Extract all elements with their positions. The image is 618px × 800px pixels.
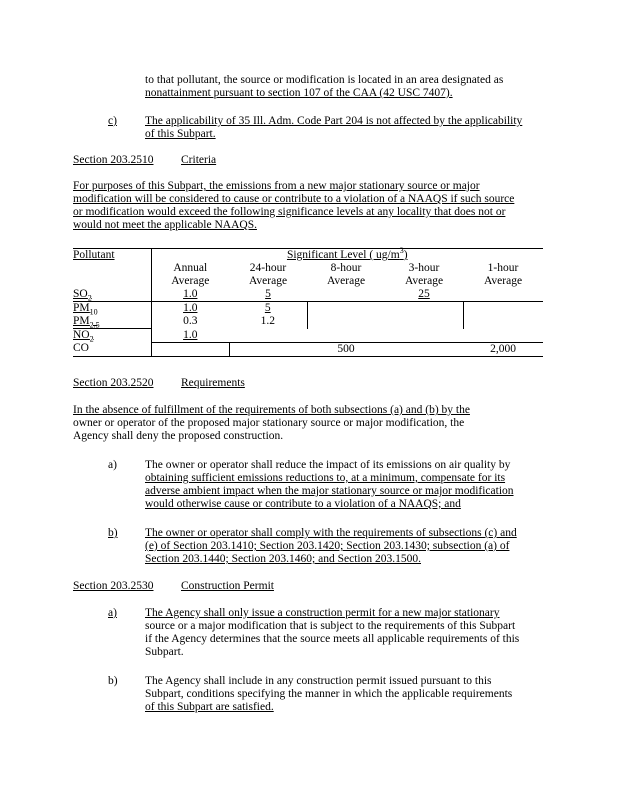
paragraph-line: would not meet the applicable NAAQS. <box>73 219 257 231</box>
item-line: adverse ambient impact when the major stationary source or major modification <box>145 485 514 497</box>
item-line: The Agency shall include in any construction permit issued pursuant to this <box>145 675 492 687</box>
pollutant-pm25: $PM_{2.5}$ <box>73 315 151 329</box>
pollutant-co: CO <box>73 342 151 356</box>
section-2510-title: Criteria <box>181 154 217 166</box>
paragraph-line: owner or operator of the proposed major stationary source or major modification, the <box>73 417 465 429</box>
pollutant-pm10: $PM_{10}$ <box>73 302 151 316</box>
intro-paragraph <box>145 74 503 100</box>
item-line: obtaining sufficient emissions reductions to, at a minimum, compensate for its <box>145 472 506 484</box>
table-row: CO 500 2,000 <box>73 342 543 356</box>
section-2520-item-b-text <box>145 527 517 566</box>
pollutant-header: Pollutant <box>73 249 151 263</box>
section-2520-paragraph <box>73 404 470 443</box>
intro-line: to that pollutant, the source or modification is located in an area designated as <box>145 74 504 86</box>
item-line: The owner or operator shall reduce the impact of its emissions on air quality by <box>145 459 511 471</box>
item-c-line: of this Subpart. <box>145 128 216 140</box>
item-line: source or a major modification that is subject to the requirements of this Subpart <box>145 620 516 632</box>
item-a-label: a) <box>108 607 117 619</box>
pollutant-no2: $NO_2$ <box>73 329 151 343</box>
table-subheader-row <box>73 262 543 275</box>
item-line: Section 203.1440; Section 203.1460; and Section 203.1500. <box>145 553 421 565</box>
item-line: The owner or operator shall comply with the requirements of subsections (c) and <box>145 527 517 539</box>
table-row: $NO_2$ 1.0 <box>73 329 543 343</box>
item-b-label: b) <box>108 527 118 539</box>
paragraph-line: or modification would exceed the following significance levels at any locality that does not or <box>73 206 506 218</box>
item-c-label: c) <box>108 115 117 127</box>
column-header-1-hour: 1-hour <box>487 262 519 274</box>
item-line: The Agency shall only issue a construction permit for a new major stationary <box>145 607 500 619</box>
table-header-row <box>73 249 543 263</box>
significance-levels-table <box>73 248 543 357</box>
section-2520-number: Section 203.2520 <box>73 377 154 389</box>
section-2530-item-b-text <box>145 675 512 714</box>
section-2510-number: Section 203.2510 <box>73 154 154 166</box>
item-line: of this Subpart are satisfied. <box>145 701 274 713</box>
column-header-annual: Annual <box>173 262 208 274</box>
table-row: $SO_2$ 1.0 5 25 <box>73 288 543 302</box>
item-a-label: a) <box>108 459 117 471</box>
section-2520-item-a-text <box>145 459 514 511</box>
item-b-label: b) <box>108 675 118 687</box>
column-header-3-hour: 3-hour <box>408 262 440 274</box>
item-line: Subpart. <box>145 646 184 658</box>
pollutant-so2: $SO_2$ <box>73 288 151 302</box>
item-c-line: The applicability of 35 Ill. Adm. Code Part 204 is not affected by the applicability <box>145 115 523 127</box>
intro-line: nonattainment pursuant to section 107 of the CAA (42 USC 7407). <box>145 87 453 99</box>
paragraph-line: Agency shall deny the proposed construction. <box>73 430 284 442</box>
section-2530-item-a-text <box>145 607 519 659</box>
item-line: if the Agency determines that the source meets all applicable requirements of this <box>145 633 520 645</box>
item-line: (e) of Section 203.1410; Section 203.1420; Section 203.1430; subsection (a) of <box>145 540 510 552</box>
section-2530-title: Construction Permit <box>181 580 274 592</box>
paragraph-line: modification will be considered to cause or contribute to a violation of a NAAQS if such source <box>73 193 515 205</box>
table-row: $PM_{2.5}$ 0.3 1.2 <box>73 315 543 329</box>
section-2510-paragraph <box>73 180 514 232</box>
table-row: $PM_{10}$ 1.0 5 <box>73 302 543 316</box>
column-header-24-hour: 24-hour <box>249 262 287 274</box>
section-2520-title: Requirements <box>181 377 245 389</box>
column-header-8-hour: 8-hour <box>330 262 362 274</box>
significant-level-header: Significant Level ( $ug/m^3$) <box>151 249 543 263</box>
table-subheader-row: Average Average Average Average Average <box>73 275 543 288</box>
item-line: Subpart, conditions specifying the manner in which the applicable requirements <box>145 688 513 700</box>
item-line: would otherwise cause or contribute to a violation of a NAAQS; and <box>145 498 461 510</box>
section-2530-number: Section 203.2530 <box>73 580 154 592</box>
item-c-text <box>145 115 522 141</box>
paragraph-line: In the absence of fulfillment of the requirements of both subsections (a) and (b) by the <box>73 404 470 416</box>
paragraph-line: For purposes of this Subpart, the emissions from a new major stationary source or major <box>73 180 480 192</box>
